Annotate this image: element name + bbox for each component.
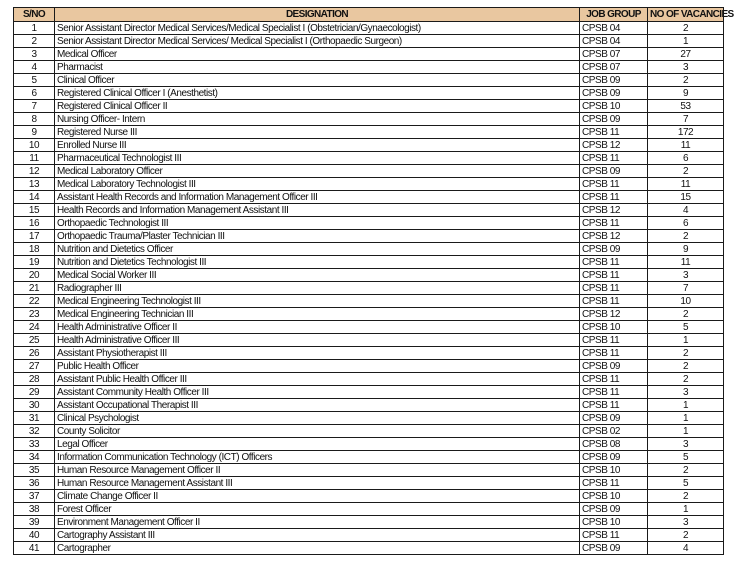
table-row xyxy=(14,48,724,61)
row-job-group: CPSB 04 xyxy=(580,22,648,35)
row-designation: Clinical Officer xyxy=(55,74,580,87)
row-vacancies: 3 xyxy=(648,438,724,451)
row-vacancies: 1 xyxy=(648,399,724,412)
row-designation: Climate Change Officer II xyxy=(55,490,580,503)
table-row xyxy=(14,126,724,139)
row-sno: 16 xyxy=(14,217,55,230)
row-sno: 41 xyxy=(14,542,55,555)
row-job-group: CPSB 11 xyxy=(580,373,648,386)
row-designation: Senior Assistant Director Medical Services/Medical Specialist I (Obstetrician/Gynaecologist) xyxy=(55,22,580,35)
row-job-group: CPSB 09 xyxy=(580,243,648,256)
row-designation: Information Communication Technology (ICT) Officers xyxy=(55,451,580,464)
row-designation: Senior Assistant Director Medical Services/ Medical Specialist I (Orthopaedic Surgeon) xyxy=(55,35,580,48)
table-row xyxy=(14,165,724,178)
row-vacancies: 2 xyxy=(648,22,724,35)
table-row xyxy=(14,295,724,308)
row-sno: 3 xyxy=(14,48,55,61)
row-vacancies: 7 xyxy=(648,113,724,126)
table-row xyxy=(14,308,724,321)
table-row xyxy=(14,100,724,113)
row-designation: Orthopaedic Technologist III xyxy=(55,217,580,230)
table-row xyxy=(14,256,724,269)
table-row xyxy=(14,490,724,503)
row-designation: Enrolled Nurse III xyxy=(55,139,580,152)
row-vacancies: 11 xyxy=(648,178,724,191)
row-job-group: CPSB 12 xyxy=(580,139,648,152)
table-row xyxy=(14,191,724,204)
row-job-group: CPSB 11 xyxy=(580,477,648,490)
row-job-group: CPSB 11 xyxy=(580,347,648,360)
row-job-group: CPSB 09 xyxy=(580,87,648,100)
row-vacancies: 2 xyxy=(648,165,724,178)
row-vacancies: 1 xyxy=(648,503,724,516)
row-job-group: CPSB 11 xyxy=(580,386,648,399)
table-row xyxy=(14,451,724,464)
row-job-group: CPSB 09 xyxy=(580,503,648,516)
row-sno: 9 xyxy=(14,126,55,139)
table-row xyxy=(14,113,724,126)
row-sno: 8 xyxy=(14,113,55,126)
row-designation: Legal Officer xyxy=(55,438,580,451)
header-designation: DESIGNATION xyxy=(55,8,580,22)
row-vacancies: 1 xyxy=(648,412,724,425)
row-vacancies: 11 xyxy=(648,256,724,269)
table-row xyxy=(14,61,724,74)
table-row xyxy=(14,269,724,282)
row-vacancies: 3 xyxy=(648,269,724,282)
row-job-group: CPSB 09 xyxy=(580,542,648,555)
row-vacancies: 5 xyxy=(648,321,724,334)
row-vacancies: 2 xyxy=(648,360,724,373)
row-sno: 20 xyxy=(14,269,55,282)
row-sno: 32 xyxy=(14,425,55,438)
row-vacancies: 6 xyxy=(648,152,724,165)
table-row xyxy=(14,217,724,230)
row-job-group: CPSB 10 xyxy=(580,321,648,334)
row-sno: 29 xyxy=(14,386,55,399)
row-sno: 36 xyxy=(14,477,55,490)
row-designation: Medical Officer xyxy=(55,48,580,61)
row-sno: 40 xyxy=(14,529,55,542)
table-row xyxy=(14,139,724,152)
row-job-group: CPSB 11 xyxy=(580,217,648,230)
row-vacancies: 15 xyxy=(648,191,724,204)
row-job-group: CPSB 11 xyxy=(580,282,648,295)
row-sno: 21 xyxy=(14,282,55,295)
row-sno: 25 xyxy=(14,334,55,347)
row-designation: Pharmacist xyxy=(55,61,580,74)
row-designation: Registered Nurse III xyxy=(55,126,580,139)
row-designation: Medical Engineering Technician III xyxy=(55,308,580,321)
row-job-group: CPSB 10 xyxy=(580,100,648,113)
row-job-group: CPSB 09 xyxy=(580,113,648,126)
row-designation: Nursing Officer- Intern xyxy=(55,113,580,126)
row-designation: Registered Clinical Officer II xyxy=(55,100,580,113)
table-row xyxy=(14,464,724,477)
row-vacancies: 3 xyxy=(648,61,724,74)
row-job-group: CPSB 12 xyxy=(580,230,648,243)
row-job-group: CPSB 11 xyxy=(580,191,648,204)
header-job-group: JOB GROUP xyxy=(580,8,648,22)
row-sno: 33 xyxy=(14,438,55,451)
table-row xyxy=(14,243,724,256)
row-vacancies: 2 xyxy=(648,347,724,360)
table-row xyxy=(14,503,724,516)
table-row xyxy=(14,35,724,48)
table-row xyxy=(14,412,724,425)
table-row xyxy=(14,74,724,87)
row-job-group: CPSB 11 xyxy=(580,152,648,165)
row-job-group: CPSB 11 xyxy=(580,529,648,542)
table-row xyxy=(14,386,724,399)
row-job-group: CPSB 11 xyxy=(580,399,648,412)
row-vacancies: 5 xyxy=(648,477,724,490)
table-row xyxy=(14,230,724,243)
row-sno: 2 xyxy=(14,35,55,48)
table-row xyxy=(14,477,724,490)
row-job-group: CPSB 09 xyxy=(580,165,648,178)
row-designation: Medical Social Worker III xyxy=(55,269,580,282)
row-sno: 14 xyxy=(14,191,55,204)
row-vacancies: 2 xyxy=(648,308,724,321)
row-job-group: CPSB 07 xyxy=(580,48,648,61)
row-designation: Assistant Occupational Therapist III xyxy=(55,399,580,412)
row-vacancies: 2 xyxy=(648,464,724,477)
row-job-group: CPSB 09 xyxy=(580,74,648,87)
row-vacancies: 6 xyxy=(648,217,724,230)
row-sno: 19 xyxy=(14,256,55,269)
vacancies-document xyxy=(13,7,734,555)
table-row xyxy=(14,152,724,165)
row-job-group: CPSB 11 xyxy=(580,269,648,282)
row-vacancies: 4 xyxy=(648,542,724,555)
table-row xyxy=(14,204,724,217)
row-designation: Cartographer xyxy=(55,542,580,555)
row-job-group: CPSB 12 xyxy=(580,308,648,321)
row-vacancies: 10 xyxy=(648,295,724,308)
row-designation: Assistant Public Health Officer III xyxy=(55,373,580,386)
row-sno: 27 xyxy=(14,360,55,373)
row-designation: Assistant Physiotherapist III xyxy=(55,347,580,360)
row-job-group: CPSB 09 xyxy=(580,360,648,373)
row-vacancies: 2 xyxy=(648,529,724,542)
row-designation: Cartography Assistant III xyxy=(55,529,580,542)
row-sno: 12 xyxy=(14,165,55,178)
row-designation: Assistant Community Health Officer III xyxy=(55,386,580,399)
row-sno: 38 xyxy=(14,503,55,516)
row-job-group: CPSB 07 xyxy=(580,61,648,74)
row-sno: 22 xyxy=(14,295,55,308)
row-sno: 1 xyxy=(14,22,55,35)
row-sno: 11 xyxy=(14,152,55,165)
table-row xyxy=(14,529,724,542)
row-job-group: CPSB 08 xyxy=(580,438,648,451)
row-designation: Health Administrative Officer II xyxy=(55,321,580,334)
row-vacancies: 2 xyxy=(648,74,724,87)
row-sno: 35 xyxy=(14,464,55,477)
row-sno: 13 xyxy=(14,178,55,191)
row-vacancies: 9 xyxy=(648,243,724,256)
table-row xyxy=(14,321,724,334)
row-sno: 31 xyxy=(14,412,55,425)
row-vacancies: 11 xyxy=(648,139,724,152)
row-sno: 18 xyxy=(14,243,55,256)
row-designation: Medical Engineering Technologist III xyxy=(55,295,580,308)
row-sno: 4 xyxy=(14,61,55,74)
row-designation: Human Resource Management Assistant III xyxy=(55,477,580,490)
row-job-group: CPSB 10 xyxy=(580,516,648,529)
row-sno: 10 xyxy=(14,139,55,152)
row-designation: Assistant Health Records and Information Management Officer III xyxy=(55,191,580,204)
row-job-group: CPSB 12 xyxy=(580,204,648,217)
row-sno: 28 xyxy=(14,373,55,386)
row-designation: Health Administrative Officer III xyxy=(55,334,580,347)
row-vacancies: 27 xyxy=(648,48,724,61)
row-job-group: CPSB 04 xyxy=(580,35,648,48)
row-vacancies: 2 xyxy=(648,373,724,386)
table-row xyxy=(14,438,724,451)
row-sno: 30 xyxy=(14,399,55,412)
row-designation: Medical Laboratory Officer xyxy=(55,165,580,178)
row-vacancies: 3 xyxy=(648,516,724,529)
table-row xyxy=(14,178,724,191)
row-designation: Nutrition and Dietetics Technologist III xyxy=(55,256,580,269)
row-designation: Pharmaceutical Technologist III xyxy=(55,152,580,165)
row-vacancies: 1 xyxy=(648,35,724,48)
row-designation: County Solicitor xyxy=(55,425,580,438)
row-sno: 34 xyxy=(14,451,55,464)
row-sno: 5 xyxy=(14,74,55,87)
row-vacancies: 1 xyxy=(648,334,724,347)
row-vacancies: 7 xyxy=(648,282,724,295)
row-sno: 7 xyxy=(14,100,55,113)
row-vacancies: 1 xyxy=(648,425,724,438)
table-row xyxy=(14,542,724,555)
table-row xyxy=(14,282,724,295)
table-row xyxy=(14,334,724,347)
row-job-group: CPSB 11 xyxy=(580,256,648,269)
table-row xyxy=(14,22,724,35)
row-sno: 6 xyxy=(14,87,55,100)
row-designation: Radiographer III xyxy=(55,282,580,295)
table-row xyxy=(14,516,724,529)
table-row xyxy=(14,373,724,386)
header-sno: S/NO xyxy=(14,8,55,22)
row-designation: Forest Officer xyxy=(55,503,580,516)
table-row xyxy=(14,360,724,373)
row-designation: Nutrition and Dietetics Officer xyxy=(55,243,580,256)
table-row xyxy=(14,399,724,412)
row-vacancies: 9 xyxy=(648,87,724,100)
row-designation: Medical Laboratory Technologist III xyxy=(55,178,580,191)
row-designation: Orthopaedic Trauma/Plaster Technician III xyxy=(55,230,580,243)
row-designation: Clinical Psychologist xyxy=(55,412,580,425)
row-designation: Public Health Officer xyxy=(55,360,580,373)
row-job-group: CPSB 11 xyxy=(580,295,648,308)
row-sno: 24 xyxy=(14,321,55,334)
table-row xyxy=(14,347,724,360)
row-vacancies: 53 xyxy=(648,100,724,113)
row-vacancies: 2 xyxy=(648,490,724,503)
row-designation: Health Records and Information Management Assistant III xyxy=(55,204,580,217)
row-job-group: CPSB 10 xyxy=(580,490,648,503)
header-vacancies: NO OF VACANCIES xyxy=(648,8,724,22)
row-sno: 17 xyxy=(14,230,55,243)
row-vacancies: 172 xyxy=(648,126,724,139)
row-job-group: CPSB 09 xyxy=(580,451,648,464)
table-body xyxy=(14,22,724,555)
table-row xyxy=(14,87,724,100)
row-vacancies: 5 xyxy=(648,451,724,464)
row-sno: 26 xyxy=(14,347,55,360)
row-sno: 39 xyxy=(14,516,55,529)
row-job-group: CPSB 11 xyxy=(580,334,648,347)
row-job-group: CPSB 02 xyxy=(580,425,648,438)
row-vacancies: 2 xyxy=(648,230,724,243)
table-row xyxy=(14,425,724,438)
row-designation: Registered Clinical Officer I (Anesthetist) xyxy=(55,87,580,100)
row-sno: 23 xyxy=(14,308,55,321)
row-vacancies: 3 xyxy=(648,386,724,399)
row-designation: Environment Management Officer II xyxy=(55,516,580,529)
row-designation: Human Resource Management Officer II xyxy=(55,464,580,477)
row-job-group: CPSB 11 xyxy=(580,126,648,139)
row-job-group: CPSB 09 xyxy=(580,412,648,425)
row-job-group: CPSB 10 xyxy=(580,464,648,477)
row-sno: 37 xyxy=(14,490,55,503)
table-header-row xyxy=(14,8,724,22)
vacancies-table xyxy=(13,7,734,555)
row-sno: 15 xyxy=(14,204,55,217)
row-job-group: CPSB 11 xyxy=(580,178,648,191)
row-vacancies: 4 xyxy=(648,204,724,217)
